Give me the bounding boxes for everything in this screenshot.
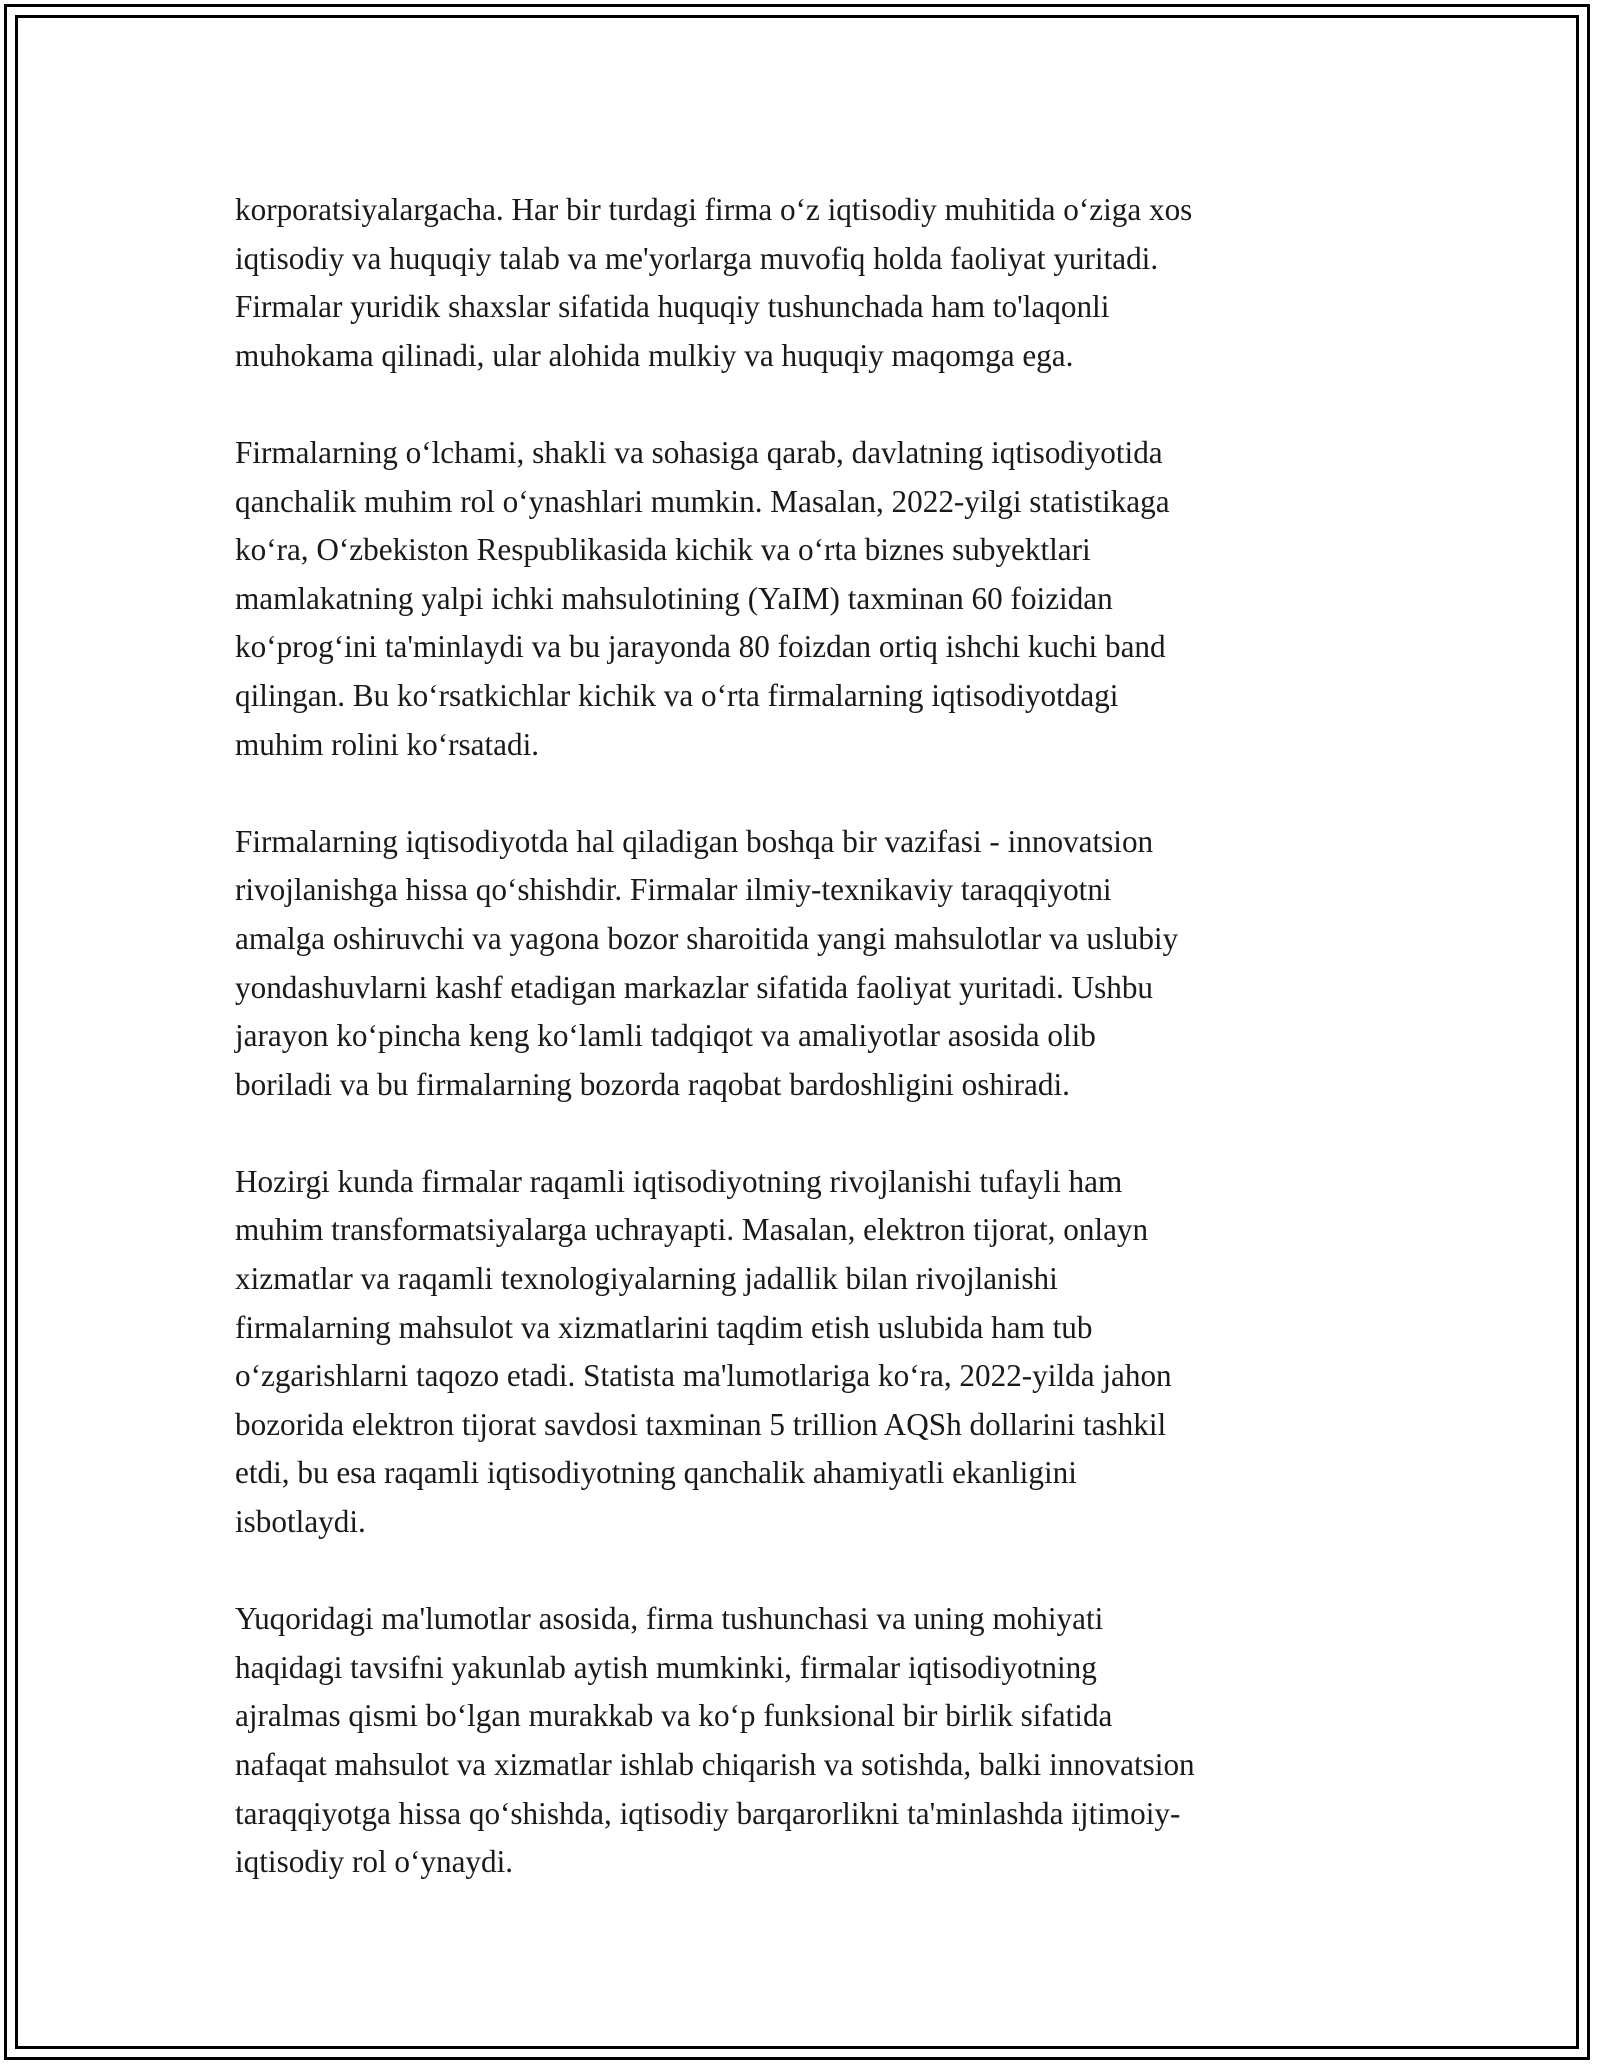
text-line: jarayon koʻpincha keng koʻlamli tadqiqot va amaliyotlar asosida olib xyxy=(235,1018,1096,1054)
paragraph-5 xyxy=(235,1595,1375,1887)
text-line: korporatsiyalargacha. Har bir turdagi firma oʻz iqtisodiy muhitida oʻziga xos xyxy=(235,192,1193,227)
text-line: taraqqiyotga hissa qoʻshishda, iqtisodiy barqarorlikni ta'minlashda ijtimoiy- xyxy=(235,1795,1181,1831)
text-line: qanchalik muhim rol oʻynashlari mumkin. Masalan, 2022-yilgi statistikaga xyxy=(235,483,1170,519)
text-line: muhim rolini koʻrsatadi. xyxy=(235,726,540,762)
text-line: mamlakatning yalpi ichki mahsulotining (YaIM) taxminan 60 foizidan xyxy=(235,580,1113,616)
text-line: iqtisodiy va huquqiy talab va me'yorlarga muvofiq holda faoliyat yuritadi. xyxy=(235,240,1159,276)
text-line: Firmalarning iqtisodiyotda hal qiladigan boshqa bir vazifasi - innovatsion xyxy=(235,823,1154,859)
text-line: rivojlanishga hissa qoʻshishdir. Firmalar ilmiy-texnikaviy taraqqiyotni xyxy=(235,872,1112,908)
text-line: muhokama qilinadi, ular alohida mulkiy va huquqiy maqomga ega. xyxy=(235,337,1074,373)
text-line: Yuqoridagi ma'lumotlar asosida, firma tushunchasi va uning mohiyati xyxy=(235,1601,1104,1637)
document-body xyxy=(235,186,1375,1935)
text-line: Hozirgi kunda firmalar raqamli iqtisodiyotning rivojlanishi tufayli ham xyxy=(235,1163,1123,1199)
paragraph-3 xyxy=(235,818,1375,1110)
text-line: muhim transformatsiyalarga uchrayapti. Masalan, elektron tijorat, onlayn xyxy=(235,1212,1149,1248)
text-line: bozorida elektron tijorat savdosi taxminan 5 trillion AQSh dollarini tashkil xyxy=(235,1406,1167,1442)
text-line: iqtisodiy rol oʻynaydi. xyxy=(235,1844,514,1880)
text-line: Firmalarning oʻlchami, shakli va sohasiga qarab, davlatning iqtisodiyotida xyxy=(235,434,1163,470)
text-line: koʻprogʻini ta'minlaydi va bu jarayonda 80 foizdan ortiq ishchi kuchi band xyxy=(235,629,1166,665)
text-line: boriladi va bu firmalarning bozorda raqobat bardoshligini oshiradi. xyxy=(235,1066,1070,1102)
text-line: oʻzgarishlarni taqozo etadi. Statista ma'lumotlariga koʻra, 2022-yilda jahon xyxy=(235,1358,1172,1394)
text-line: koʻra, Oʻzbekiston Respublikasida kichik va oʻrta biznes subyektlari xyxy=(235,532,1091,568)
paragraph-4 xyxy=(235,1158,1375,1547)
text-line: yondashuvlarni kashf etadigan markazlar sifatida faoliyat yuritadi. Ushbu xyxy=(235,969,1154,1005)
text-line: firmalarning mahsulot va xizmatlarini taqdim etish uslubida ham tub xyxy=(235,1309,1093,1345)
text-line: amalga oshiruvchi va yagona bozor sharoitida yangi mahsulotlar va uslubiy xyxy=(235,920,1179,956)
text-line: haqidagi tavsifni yakunlab aytish mumkinki, firmalar iqtisodiyotning xyxy=(235,1649,1097,1685)
text-line: nafaqat mahsulot va xizmatlar ishlab chiqarish va sotishda, balki innovatsion xyxy=(235,1747,1195,1782)
text-line: etdi, bu esa raqamli iqtisodiyotning qanchalik ahamiyatli ekanligini xyxy=(235,1455,1077,1491)
text-line: Firmalar yuridik shaxslar sifatida huquqiy tushunchada ham to'laqonli xyxy=(235,289,1110,325)
text-line: qilingan. Bu koʻrsatkichlar kichik va oʻrta firmalarning iqtisodiyotdagi xyxy=(235,677,1119,713)
text-line: ajralmas qismi boʻlgan murakkab va koʻp funksional bir birlik sifatida xyxy=(235,1698,1113,1734)
text-line: xizmatlar va raqamli texnologiyalarning jadallik bilan rivojlanishi xyxy=(235,1261,1058,1297)
text-line: isbotlaydi. xyxy=(235,1504,366,1540)
paragraph-1 xyxy=(235,186,1375,380)
paragraph-2 xyxy=(235,429,1375,769)
